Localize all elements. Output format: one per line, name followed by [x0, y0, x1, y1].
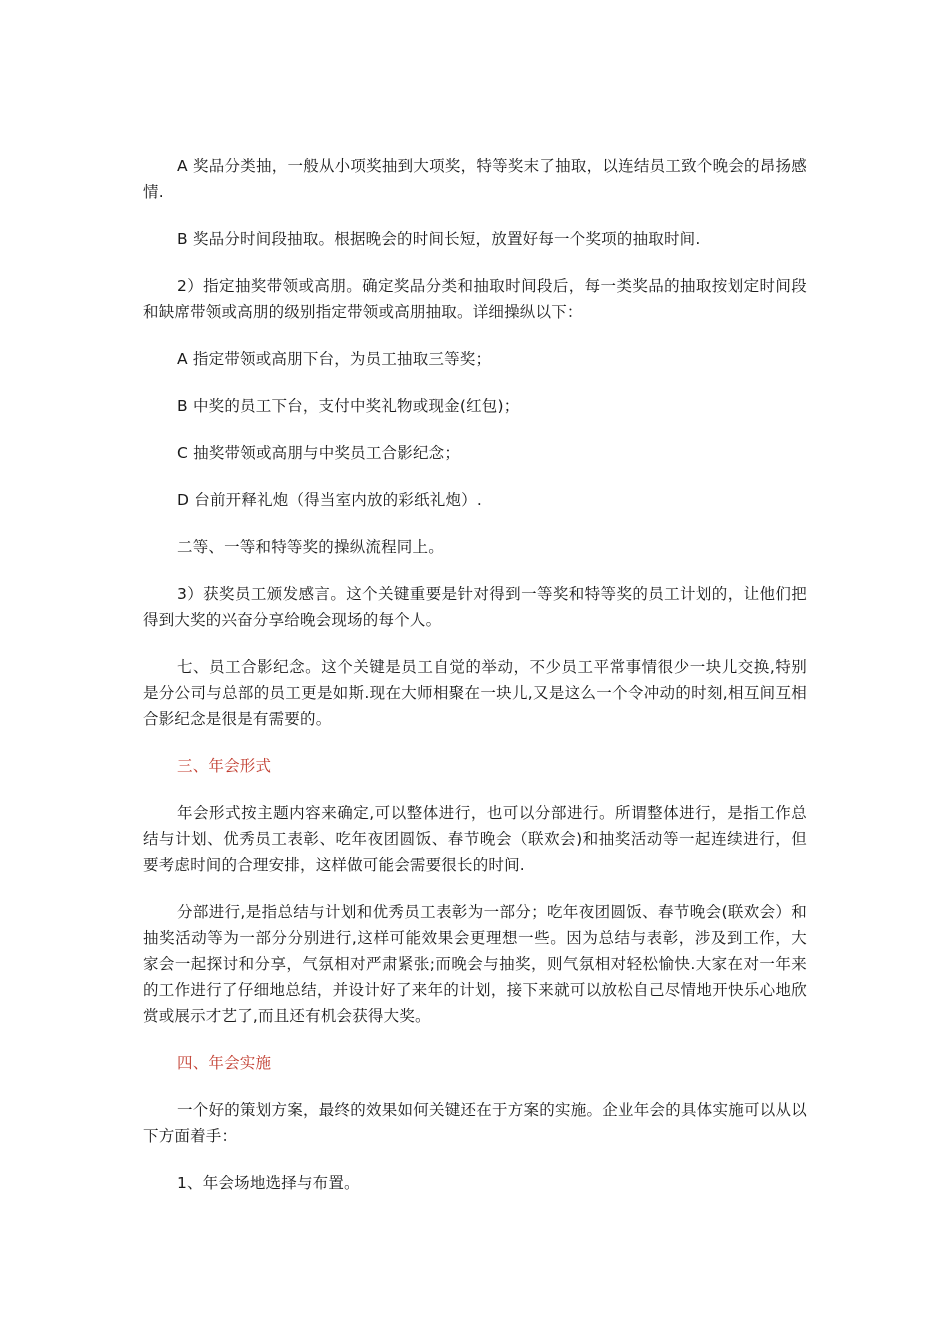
document-body: [143, 153, 807, 1217]
paragraph-step-b: B 中奖的员工下台，支付中奖礼物或现金(红包)；: [177, 397, 520, 415]
paragraph-group-photo: 七、员工合影纪念。这个关键是员工自觉的举动，不少员工平常事情很少一块儿交换,特别是分公司与总部的员工更是如斯.现在大师相聚在一块儿,又是这么一个令冲动的时刻,相互间互相合影纪念是很是有需要的。: [143, 658, 807, 728]
paragraph-step-a: A 指定带领或高朋下台，为员工抽取三等奖；: [177, 350, 492, 368]
paragraph-designate-presenter: 2）指定抽奖带领或高朋。确定奖品分类和抽取时间段后，每一类奖品的抽取按划定时间段和缺席带领或高朋的级别指定带领或高朋抽取。详细操纵以下：: [143, 277, 807, 321]
paragraph-prize-time: B 奖品分时间段抽取。根据晚会的时间长短，放置好每一个奖项的抽取时间.: [177, 230, 701, 248]
paragraph-prize-category: A 奖品分类抽，一般从小项奖抽到大项奖，特等奖末了抽取，以连结员工致个晚会的昂扬感情.: [143, 157, 807, 201]
paragraph-same-process: 二等、一等和特等奖的操纵流程同上。: [177, 538, 444, 556]
paragraph-format-partial: 分部进行,是指总结与计划和优秀员工表彰为一部分；吃年夜团圆饭、春节晚会(联欢会）和抽奖活动等为一部分分别进行,这样可能效果会更理想一些。因为总结与表彰，涉及到工作，大家会一起探讨和分享，气氛相对严肃紧张;而晚会与抽奖，则气氛相对轻松愉快.大家在对一年来的工作进行了仔细地总结，并设计好了来年的计划，接下来就可以放松自己尽情地开快乐心地欣赏或展示才艺了,而且还有机会获得大奖。: [143, 903, 807, 1025]
paragraph-step-d: D 台前开释礼炮（得当室内放的彩纸礼炮）.: [177, 491, 482, 509]
paragraph-step-c: C 抽奖带领或高朋与中奖员工合影纪念；: [177, 444, 461, 462]
section-heading-format: 三、年会形式: [177, 757, 272, 775]
paragraph-venue: 1、年会场地选择与布置。: [177, 1174, 360, 1192]
paragraph-winner-speech: 3）获奖员工颁发感言。这个关键重要是针对得到一等奖和特等奖的员工计划的，让他们把得到大奖的兴奋分享给晚会现场的每个人。: [143, 585, 807, 629]
section-heading-implementation: 四、年会实施: [177, 1054, 272, 1072]
paragraph-implementation-intro: 一个好的策划方案，最终的效果如何关键还在于方案的实施。企业年会的具体实施可以从以下方面着手：: [143, 1101, 807, 1145]
paragraph-format-overall: 年会形式按主题内容来确定,可以整体进行，也可以分部进行。所谓整体进行，是指工作总结与计划、优秀员工表彰、吃年夜团圆饭、春节晚会（联欢会)和抽奖活动等一起连续进行，但要考虑时间的合理安排，这样做可能会需要很长的时间.: [143, 804, 807, 874]
